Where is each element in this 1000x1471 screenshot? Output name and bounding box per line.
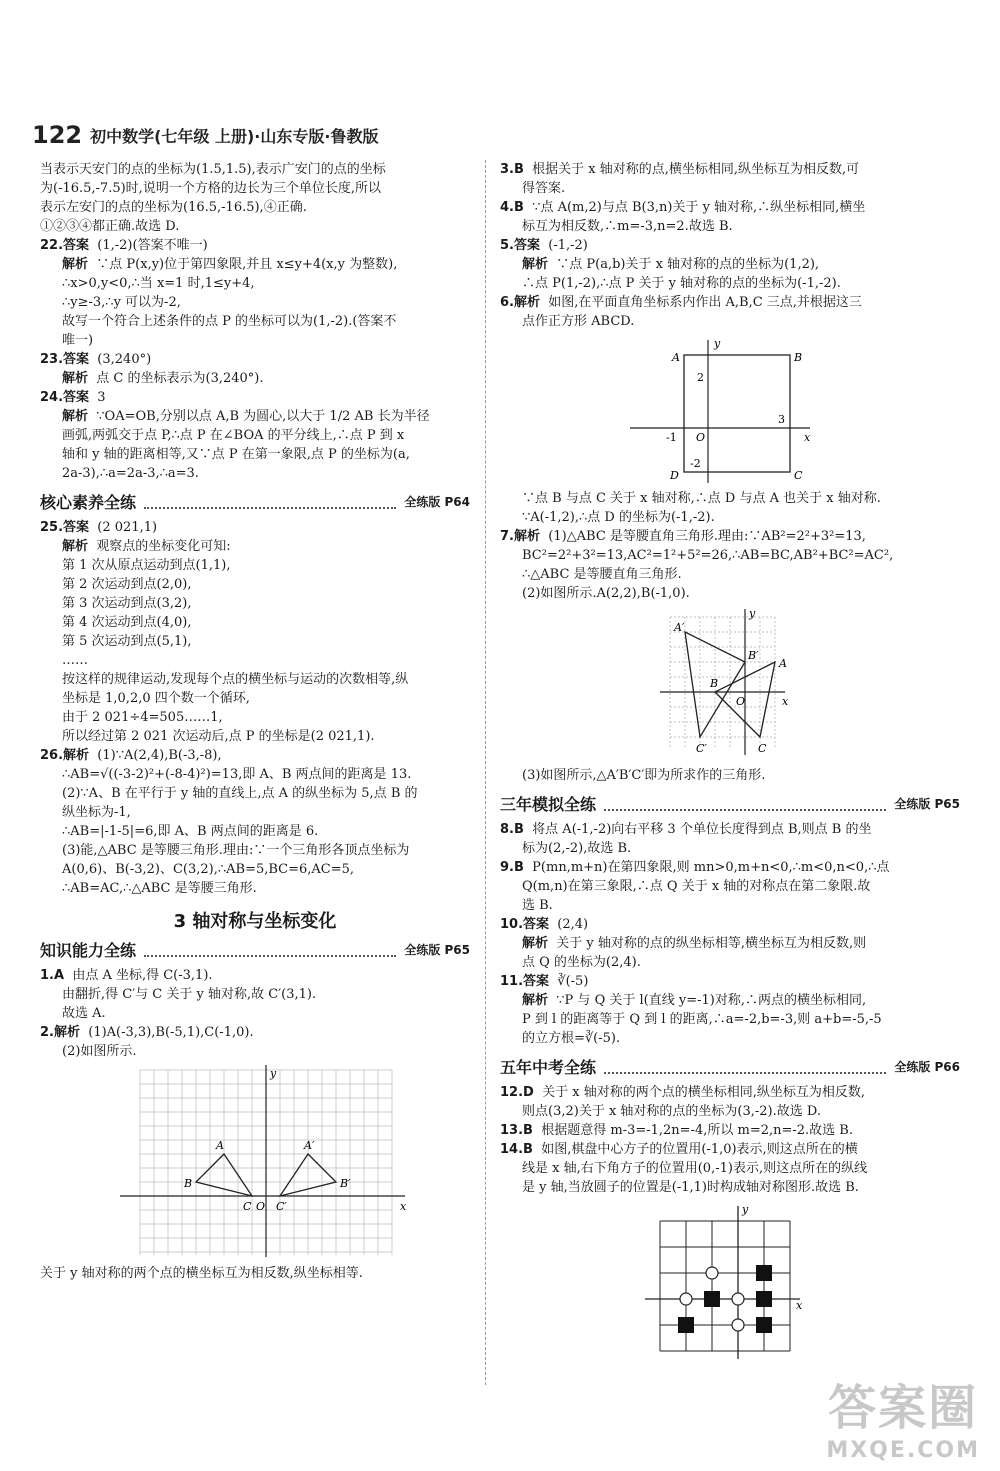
text-line: ∴y≥-3,∴y 可以为-2, [62, 295, 181, 310]
text-line: 画弧,两弧交于点 P,∴点 P 在∠BOA 的平分线上,∴点 P 到 x [62, 428, 405, 443]
question-label: 11.答案 [500, 974, 550, 989]
text-line: 点作正方形 ABCD. [522, 314, 635, 329]
question-label: 13.B [500, 1123, 533, 1138]
text-line [500, 255, 960, 274]
square-piece [756, 1291, 772, 1307]
answer-line [40, 388, 470, 407]
text-line: 选 B. [522, 898, 553, 913]
question-label: 26.解析 [40, 748, 90, 763]
text-line: (3)如图所示,△A′B′C′即为所求作的三角形. [522, 768, 766, 783]
square-piece [678, 1317, 694, 1333]
text-line [40, 537, 470, 556]
text-line: 第 3 次运动到点(3,2), [62, 596, 192, 611]
text-line: (2)如图所示. [62, 1044, 137, 1059]
text-line [40, 1023, 470, 1042]
figure-14-chessboard [500, 1201, 960, 1361]
section-header [500, 795, 960, 814]
analysis-tag: 解析 [522, 993, 549, 1008]
answer-line [40, 518, 470, 537]
text-line [500, 198, 960, 217]
label-c: C [794, 469, 803, 482]
answer-line [500, 236, 960, 255]
analysis-tag: 解析 [62, 257, 89, 272]
text-span: ∵OA=OB,分别以点 A,B 为圆心,以大于 1/2 AB 长为半径 [96, 409, 430, 424]
question-label: 6.解析 [500, 295, 540, 310]
section-ref: 全练版 P65 [404, 943, 470, 957]
text-span: 关于 y 轴对称的点的纵坐标相等,横坐标互为相反数,则 [556, 936, 867, 951]
text-line: 则点(3,2)关于 x 轴对称的点的坐标为(3,-2).故选 D. [522, 1104, 821, 1119]
round-piece [680, 1293, 692, 1305]
text-line: 2a-3),∴a=2a-3,∴a=3. [62, 466, 199, 481]
question-label: 3.B [500, 162, 524, 177]
analysis-tag: 解析 [62, 409, 89, 424]
text-line: ∴△ABC 是等腰直角三角形. [522, 567, 682, 582]
text-line: Q(m,n)在第三象限,∴点 Q 关于 x 轴的对称点在第二象限.故 [522, 879, 871, 894]
text-line [40, 746, 470, 765]
chapter-title: 3 轴对称与坐标变化 [173, 911, 337, 932]
text-line [40, 407, 470, 426]
text-span: 观察点的坐标变化可知: [96, 539, 231, 554]
text-line: 纵坐标为-1, [62, 805, 131, 820]
text-line: ∵A(-1,2),∴点 D 的坐标为(-1,-2). [522, 510, 715, 525]
label-o: O [696, 431, 706, 444]
text-line: A(0,6)、B(-3,2)、C(3,2),∴AB=5,BC=6,AC=5, [62, 862, 355, 877]
section-rule [604, 1062, 886, 1074]
analysis-tag: 解析 [522, 936, 549, 951]
text-line: 为(-16.5,-7.5)时,说明一个方格的边长为三个单位长度,所以 [40, 181, 381, 196]
column-divider [485, 160, 486, 1385]
left-column [40, 160, 470, 1283]
figure-6-square [500, 335, 960, 485]
text-line: 点 Q 的坐标为(2,4). [522, 955, 641, 970]
text-line [500, 1083, 960, 1102]
question-label: 14.B [500, 1142, 533, 1157]
page-number: 122 [32, 121, 83, 149]
text-line: 故写一个符合上述条件的点 P 的坐标可以为(1,-2).(答案不 [62, 314, 397, 329]
answer-text: ∛(-5) [557, 974, 589, 989]
question-label: 1.A [40, 968, 65, 983]
question-label: 25.答案 [40, 520, 90, 535]
section-title: 三年模拟全练 [500, 795, 597, 814]
watermark-main: 答案圈 [828, 1380, 979, 1436]
text-span: (1)A(-3,3),B(-5,1),C(-1,0). [88, 1025, 254, 1040]
text-line [500, 858, 960, 877]
text-line: ∴AB=|-1-5|=6,即 A、B 两点间的距离是 6. [62, 824, 319, 839]
label-b: B [794, 351, 803, 364]
question-label: 23.答案 [40, 352, 90, 367]
question-label: 10.答案 [500, 917, 550, 932]
answer-line [500, 972, 960, 991]
square-piece [756, 1317, 772, 1333]
square-piece [756, 1265, 772, 1281]
text-span: (1)∵A(2,4),B(-3,-8), [97, 748, 222, 763]
text-span: ∵点 P(a,b)关于 x 轴对称的点的坐标为(1,2), [556, 257, 820, 272]
text-span: ∵点 P(x,y)位于第四象限,并且 x≤y+4(x,y 为整数), [96, 257, 398, 272]
label-a-prime: A′ [304, 1139, 315, 1152]
figure-7-grid [500, 607, 960, 762]
label-x: x [400, 1200, 407, 1213]
text-line: (2)如图所示.A(2,2),B(-1,0). [522, 586, 690, 601]
text-line: 由翻折,得 C′与 C 关于 y 轴对称,故 C′(3,1). [62, 987, 317, 1002]
section-ref: 全练版 P66 [894, 1060, 960, 1074]
text-line: 第 2 次运动到点(2,0), [62, 577, 192, 592]
text-line: ∴点 P(1,-2),∴点 P 关于 y 轴对称的点的坐标为(-1,-2). [522, 276, 841, 291]
section-rule [144, 945, 396, 957]
analysis-tag: 解析 [62, 539, 89, 554]
text-line [500, 527, 960, 546]
figure-2-grid [40, 1065, 470, 1260]
answer-text: (2,4) [557, 917, 589, 932]
label-c-prime: C′ [276, 1200, 287, 1213]
text-line: 表示左安门的点的坐标为(16.5,-16.5),④正确. [40, 200, 307, 215]
figure-caption: 关于 y 轴对称的两个点的横坐标互为相反数,纵坐标相等. [40, 1266, 363, 1281]
round-piece [732, 1293, 744, 1305]
label-x: x [796, 1299, 803, 1312]
label-a-prime: A′ [674, 621, 685, 634]
text-line [500, 1121, 960, 1140]
right-column [500, 160, 960, 1365]
label-b-prime: B′ [340, 1177, 351, 1190]
answer-text: (2 021,1) [97, 520, 158, 535]
question-label: 8.B [500, 822, 524, 837]
text-line: 所以经过第 2 021 次运动后,点 P 的坐标是(2 021,1). [62, 729, 375, 744]
question-label: 4.B [500, 200, 524, 215]
text-span: ∵P 与 Q 关于 l(直线 y=-1)对称,∴两点的横坐标相同, [556, 993, 867, 1008]
answer-text: 3 [97, 390, 106, 405]
label-a: A [216, 1139, 224, 1152]
text-line: 按这样的规律运动,发现每个点的横坐标与运动的次数相等,纵 [62, 672, 409, 687]
text-line: ①②③④都正确.故选 D. [40, 219, 180, 234]
tick-neg2: -2 [690, 457, 701, 470]
section-title: 核心素养全练 [40, 493, 137, 512]
question-label: 7.解析 [500, 529, 540, 544]
text-line: 线是 x 轴,右下角方子的位置用(0,-1)表示,则这点所在的纵线 [522, 1161, 868, 1176]
text-line [500, 991, 960, 1010]
text-line: P 到 l 的距离等于 Q 到 l 的距离,∴a=-2,b=-3,则 a+b=-5,-5 [522, 1012, 882, 1027]
text-line [40, 369, 470, 388]
section-title: 知识能力全练 [40, 941, 137, 960]
text-line [500, 934, 960, 953]
text-span: P(mn,m+n)在第四象限,则 mn>0,m+n<0,∴m<0,n<0,∴点 [532, 860, 890, 875]
label-b: B [184, 1177, 193, 1190]
book-title: 初中数学(七年级 上册)·山东专版·鲁教版 [90, 126, 379, 146]
label-o: O [736, 695, 746, 708]
text-line: 标为(2,-2),故选 B. [522, 841, 632, 856]
question-label: 24.答案 [40, 390, 90, 405]
section-header [40, 941, 470, 960]
tick-3: 3 [778, 413, 785, 426]
text-line: ∴AB=√((-3-2)²+(-8-4)²)=13,即 A、B 两点间的距离是 13. [62, 767, 412, 782]
section-rule [144, 497, 396, 509]
answer-line [500, 915, 960, 934]
watermark-logo [826, 1369, 980, 1463]
text-span: 点 C 的坐标表示为(3,240°). [96, 371, 264, 386]
question-label: 5.答案 [500, 238, 540, 253]
text-line: 故选 A. [62, 1006, 106, 1021]
text-line: 是 y 轴,当放圆子的位置是(-1,1)时构成轴对称图形.故选 B. [522, 1180, 859, 1195]
answer-text: (1,-2)(答案不唯一) [97, 238, 208, 253]
tick-neg1: -1 [666, 431, 677, 444]
answer-line [40, 236, 470, 255]
text-line: 轴和 y 轴的距离相等,又∵点 P 在第一象限,点 P 的坐标为(a, [62, 447, 410, 462]
text-span: 根据关于 x 轴对称的点,横坐标相同,纵坐标互为相反数,可 [532, 162, 860, 177]
question-label: 22.答案 [40, 238, 90, 253]
text-span: 如图,在平面直角坐标系内作出 A,B,C 三点,并根据这三 [548, 295, 862, 310]
text-line [40, 255, 470, 274]
question-label: 2.解析 [40, 1025, 80, 1040]
analysis-tag: 解析 [62, 371, 89, 386]
text-line: 第 4 次运动到点(4,0), [62, 615, 192, 630]
text-span: 关于 x 轴对称的两个点的横坐标相同,纵坐标互为相反数, [542, 1085, 865, 1100]
text-line: 标互为相反数,∴m=-3,n=2.故选 B. [522, 219, 733, 234]
text-line: 第 1 次从原点运动到点(1,1), [62, 558, 231, 573]
label-x: x [782, 695, 789, 708]
section-ref: 全练版 P65 [894, 797, 960, 811]
text-span: ∵点 A(m,2)与点 B(3,n)关于 y 轴对称,∴纵坐标相同,横坐 [532, 200, 866, 215]
section-title: 五年中考全练 [500, 1058, 597, 1077]
round-piece [706, 1267, 718, 1279]
text-line: …… [62, 653, 88, 668]
text-line [500, 160, 960, 179]
text-line: ∴AB=AC,∴△ABC 是等腰三角形. [62, 881, 257, 896]
text-line [500, 820, 960, 839]
round-piece [732, 1319, 744, 1331]
text-line: 唯一) [62, 333, 94, 348]
label-c: C [758, 742, 767, 755]
text-line: BC²=2²+3²=13,AC²=1²+5²=26,∴AB=BC,AB²+BC²=AC², [522, 548, 894, 563]
text-line: (3)能,△ABC 是等腰三角形.理由:∵一个三角形各顶点坐标为 [62, 843, 410, 858]
text-line: 当表示天安门的点的坐标为(1.5,1.5),表示广安门的点的坐标 [40, 162, 386, 177]
label-a: A [672, 351, 680, 364]
label-c: C [243, 1200, 252, 1213]
text-span: 根据题意得 m-3=-1,2n=-4,所以 m=2,n=-2.故选 B. [541, 1123, 853, 1138]
label-a: A [779, 657, 787, 670]
label-y: y [742, 1203, 749, 1216]
answer-line [40, 350, 470, 369]
label-y: y [749, 607, 756, 620]
section-header [500, 1058, 960, 1077]
text-line: 由于 2 021÷4=505……1, [62, 710, 223, 725]
text-line: 坐标是 1,0,2,0 四个数一个循环, [62, 691, 250, 706]
label-b: B [710, 677, 719, 690]
text-line: 第 5 次运动到点(5,1), [62, 634, 192, 649]
analysis-tag: 解析 [522, 257, 549, 272]
answer-text: (3,240°) [97, 352, 152, 367]
text-span: 由点 A 坐标,得 C(-3,1). [72, 968, 213, 983]
label-o: O [256, 1200, 266, 1213]
text-line: ∴x>0,y<0,∴当 x=1 时,1≤y+4, [62, 276, 255, 291]
square-piece [704, 1291, 720, 1307]
label-y: y [270, 1067, 277, 1080]
question-label: 12.D [500, 1085, 534, 1100]
text-line: 的立方根=∛(-5). [522, 1031, 621, 1046]
label-x: x [804, 431, 811, 444]
text-line: 得答案. [522, 181, 566, 196]
page-header [32, 120, 378, 150]
label-c-prime: C′ [696, 742, 707, 755]
label-d: D [670, 469, 679, 482]
text-line [40, 966, 470, 985]
text-line [500, 293, 960, 312]
section-rule [604, 799, 886, 811]
text-line: (2)∵A、B 在平行于 y 轴的直线上,点 A 的纵坐标为 5,点 B 的 [62, 786, 418, 801]
tick-2: 2 [697, 371, 704, 384]
section-ref: 全练版 P64 [404, 495, 470, 509]
watermark-sub: MXQE.COM [826, 1438, 980, 1463]
text-span: 将点 A(-1,-2)向右平移 3 个单位长度得到点 B,则点 B 的坐 [532, 822, 872, 837]
answer-text: (-1,-2) [548, 238, 588, 253]
label-b-prime: B′ [748, 649, 759, 662]
label-y: y [714, 337, 721, 350]
question-label: 9.B [500, 860, 524, 875]
text-line: ∵点 B 与点 C 关于 x 轴对称,∴点 D 与点 A 也关于 x 轴对称. [522, 491, 881, 506]
text-span: (1)△ABC 是等腰直角三角形.理由:∵AB²=2²+3²=13, [548, 529, 866, 544]
text-span: 如图,棋盘中心方子的位置用(-1,0)表示,则这点所在的横 [541, 1142, 858, 1157]
text-line [500, 1140, 960, 1159]
section-header [40, 493, 470, 512]
